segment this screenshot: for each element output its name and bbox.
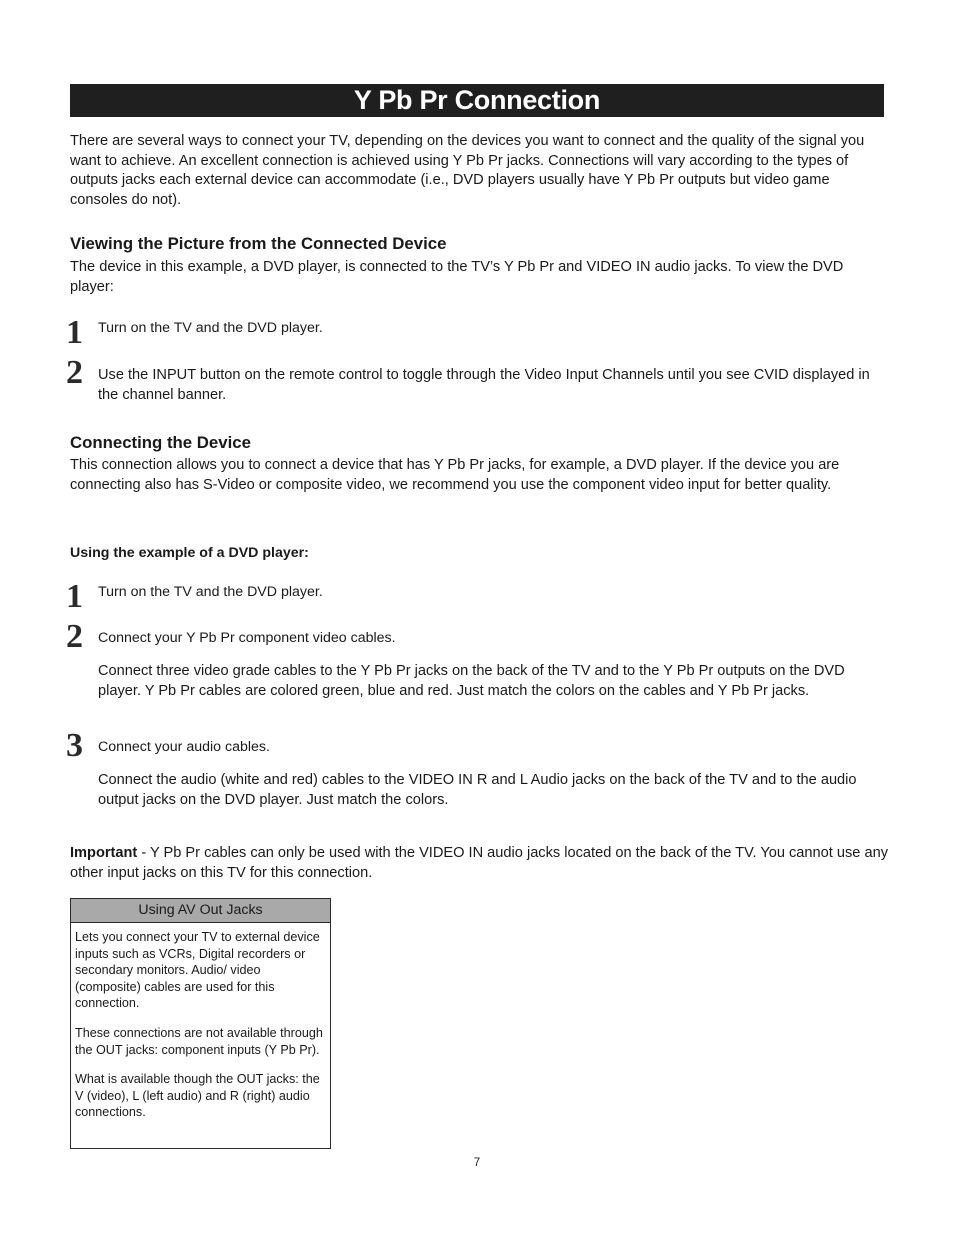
viewing-step-1-number: 1 xyxy=(66,314,83,351)
sidebar-body xyxy=(71,923,330,1121)
sidebar-paragraph-2: These connections are not available through the OUT jacks: component inputs (Y Pb Pr). xyxy=(75,1025,323,1057)
connecting-heading: Connecting the Device xyxy=(70,433,251,452)
connecting-step-2-detail: Connect three video grade cables to the Y Pb Pr jacks on the back of the TV and to the Y Pb Pr outputs on the DVD player. Y Pb Pr cables are colored green, blue and red. Just match the colors on the cables and Y Pb Pr jacks. xyxy=(98,663,845,699)
connecting-step-1-number: 1 xyxy=(66,578,83,615)
viewing-step-2-number: 2 xyxy=(66,354,83,391)
connecting-step-1-text: Turn on the TV and the DVD player. xyxy=(98,584,323,600)
connecting-step-2-number: 2 xyxy=(66,618,83,655)
viewing-step-2-text: Use the INPUT button on the remote control to toggle through the Video Input Channels until you see CVID displayed in the channel banner. xyxy=(98,367,870,403)
sidebar-paragraph-1: Lets you connect your TV to external device inputs such as VCRs, Digital recorders or secondary monitors. Audio/ video (composite) cables are used for this connection. xyxy=(75,930,320,1011)
important-note xyxy=(70,844,888,883)
sidebar-paragraph-3: What is available though the OUT jacks: the V (video), L (left audio) and R (right) audio connections. xyxy=(75,1072,320,1120)
example-heading: Using the example of a DVD player: xyxy=(70,545,309,561)
connecting-step-3-text: Connect your audio cables. xyxy=(98,739,270,755)
intro-paragraph: There are several ways to connect your TV, depending on the devices you want to connect and the quality of the signal you want to achieve. An excellent connection is achieved using Y Pb Pr jacks. Connections will vary according to the types of outputs jacks each external device can accommodate (i.e., DVD players usually have Y Pb Pr outputs but video game consoles do not). xyxy=(70,133,865,208)
viewing-description: The device in this example, a DVD player, is connected to the TV’s Y Pb Pr and VIDEO IN audio jacks. To view the DVD player: xyxy=(70,259,844,295)
important-text: - Y Pb Pr cables can only be used with the VIDEO IN audio jacks located on the back of the TV. You cannot use any other input jacks on this TV for this connection. xyxy=(70,845,888,881)
page-number: 7 xyxy=(473,1157,481,1169)
av-out-sidebar xyxy=(70,898,331,1149)
connecting-step-3-detail: Connect the audio (white and red) cables to the VIDEO IN R and L Audio jacks on the back of the TV and to the audio output jacks on the DVD player. Just match the colors. xyxy=(98,772,857,808)
sidebar-title: Using AV Out Jacks xyxy=(71,899,330,923)
viewing-step-1-text: Turn on the TV and the DVD player. xyxy=(98,320,323,336)
important-label: Important xyxy=(70,845,138,861)
connecting-step-2-text: Connect your Y Pb Pr component video cables. xyxy=(98,630,396,646)
connecting-step-3-number: 3 xyxy=(66,727,83,764)
connecting-description: This connection allows you to connect a device that has Y Pb Pr jacks, for example, a DVD player. If the device you are connecting also has S-Video or composite video, we recommend you use the component video input for better quality. xyxy=(70,457,840,493)
viewing-heading: Viewing the Picture from the Connected Device xyxy=(70,234,447,253)
page-title: Y Pb Pr Connection xyxy=(70,84,884,117)
